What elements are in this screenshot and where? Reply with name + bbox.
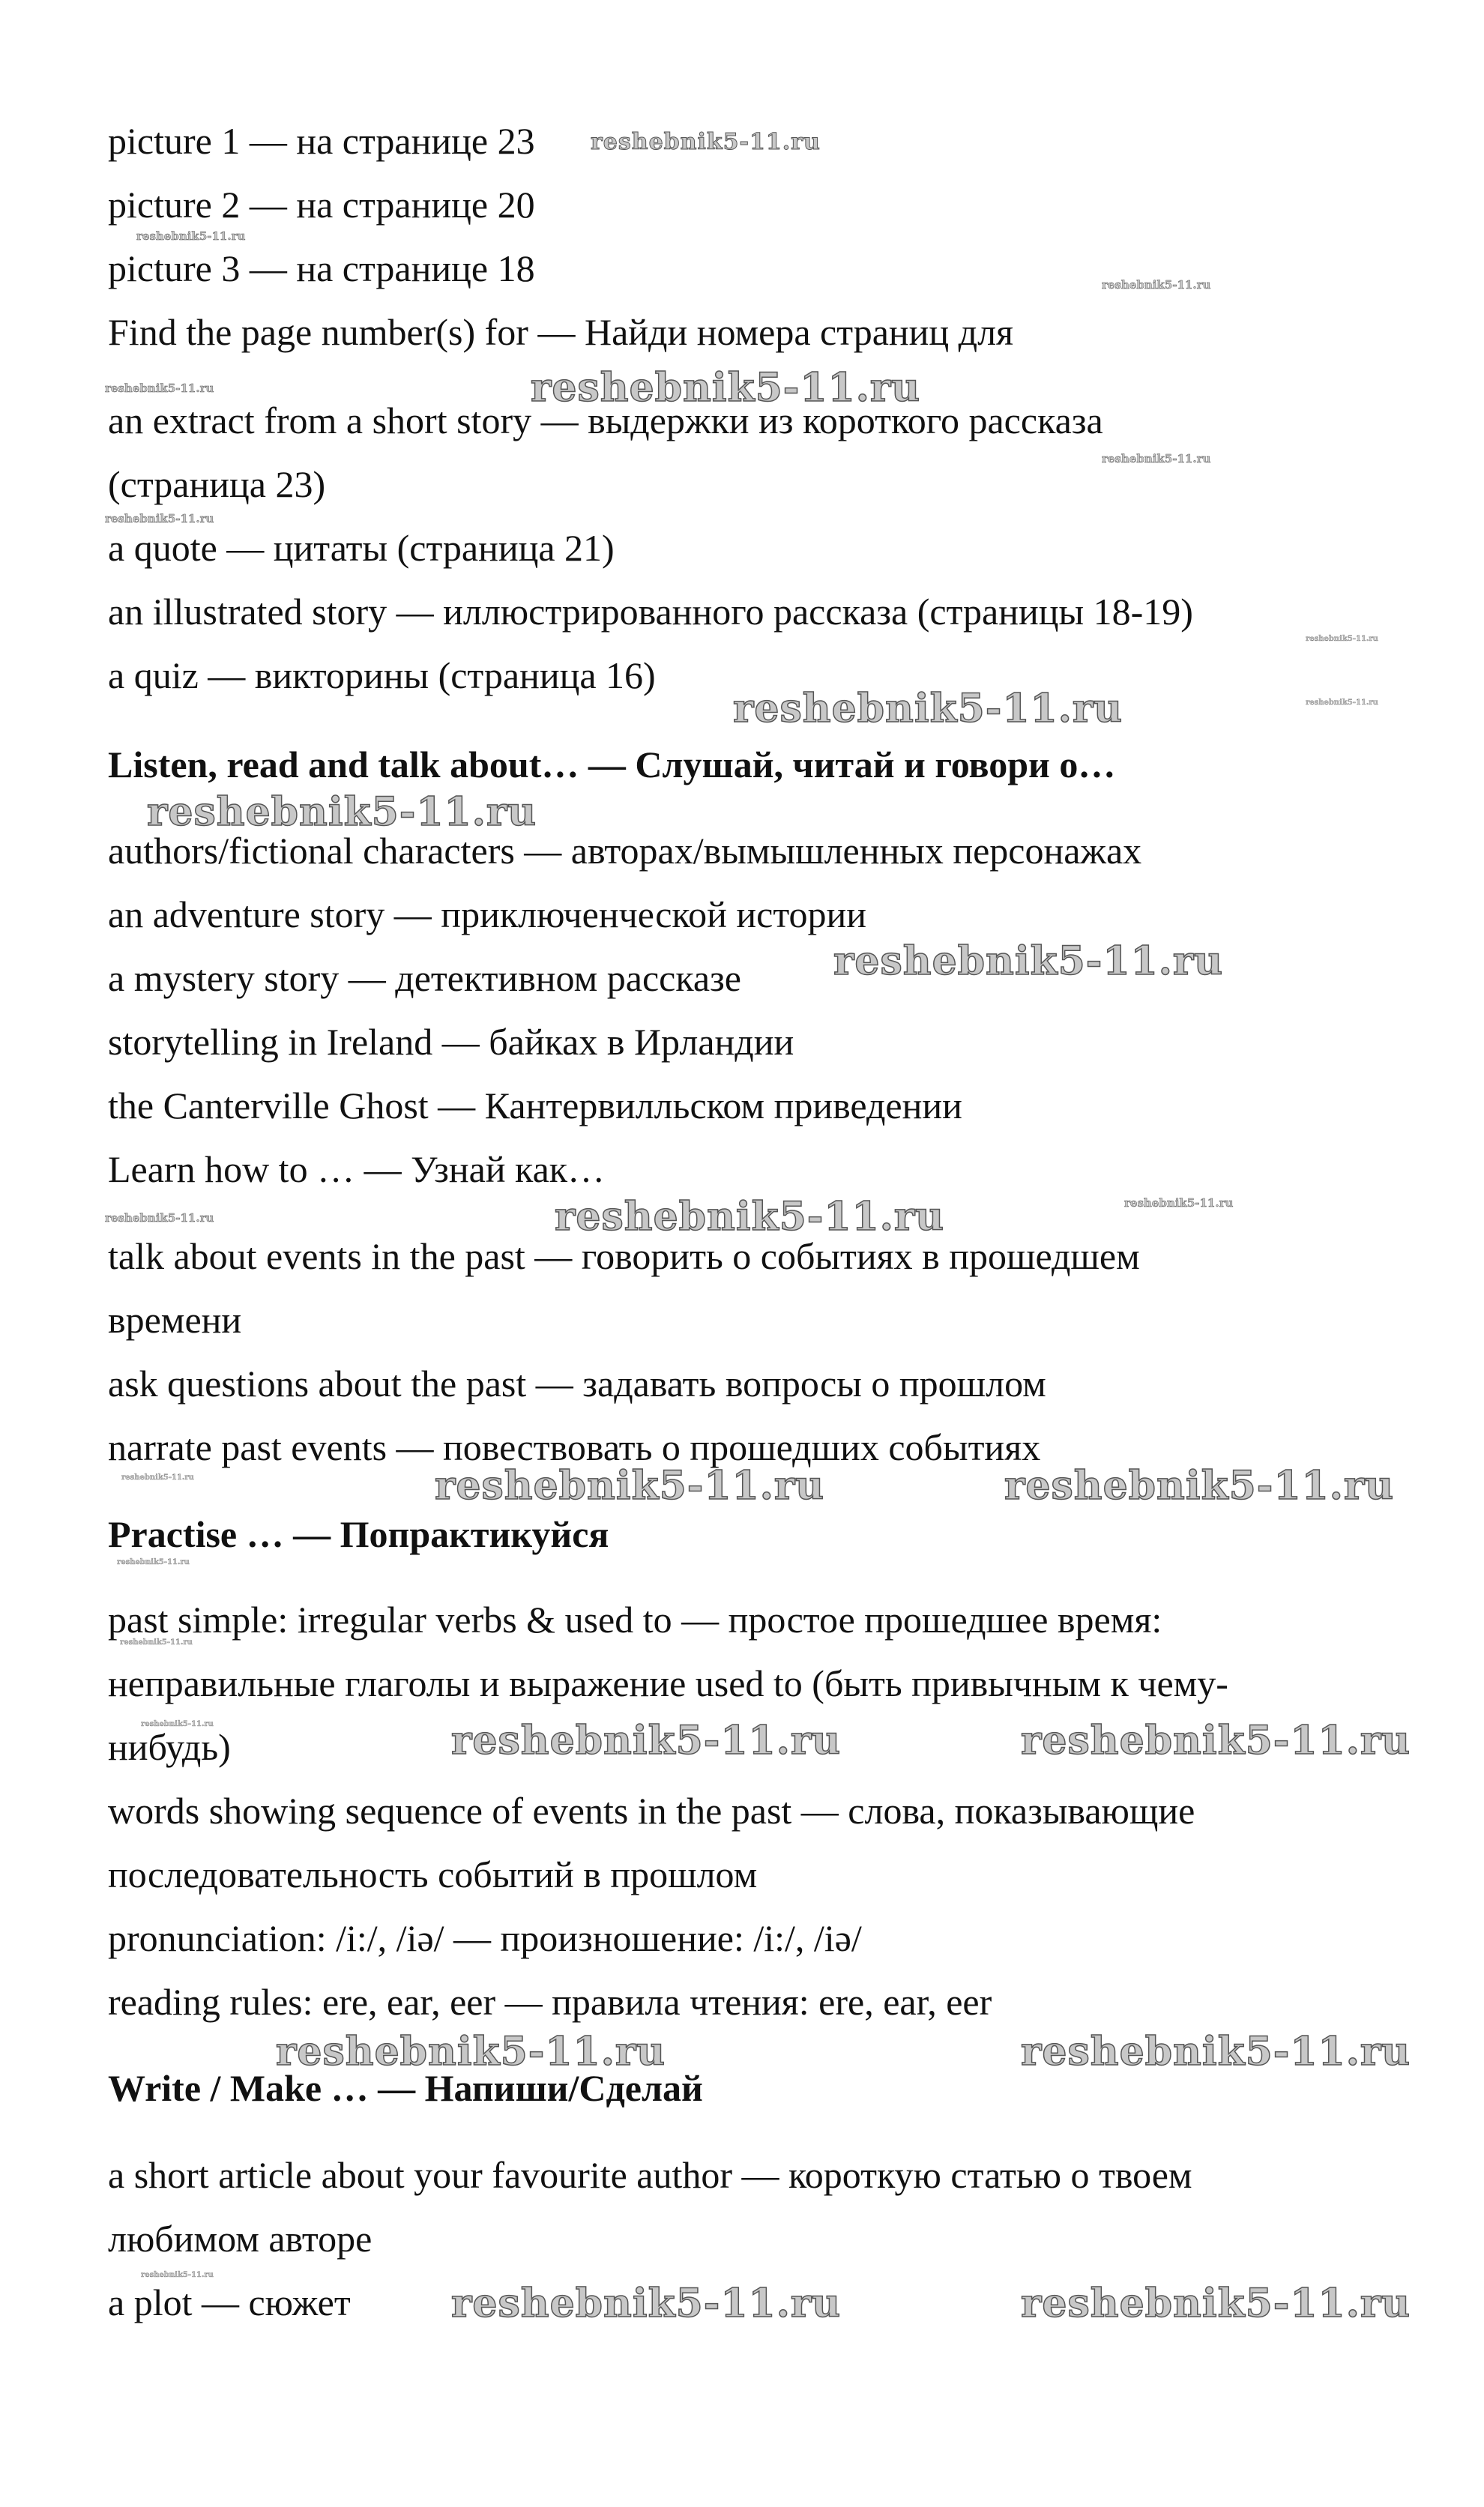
line-authors: authors/fictional characters — авторах/вымышленных персонажах xyxy=(108,830,1142,872)
watermark: reshebnik5-11.ru xyxy=(1102,278,1211,292)
line-find-page-numbers: Find the page number(s) for — Найди номера страниц для xyxy=(108,311,1014,353)
line-sequence-words-cont: последовательность событий в прошлом xyxy=(108,1853,758,1895)
line-plot: a plot — сюжет xyxy=(108,2281,351,2323)
watermark: reshebnik5-11.ru xyxy=(1021,2281,1411,2326)
watermark: reshebnik5-11.ru xyxy=(276,2029,666,2075)
watermark: reshebnik5-11.ru xyxy=(1306,699,1378,707)
line-storytelling: storytelling in Ireland — байках в Ирландии xyxy=(108,1021,794,1063)
watermark: reshebnik5-11.ru xyxy=(591,129,821,155)
line-adventure-story: an adventure story — приключенческой истории xyxy=(108,893,867,935)
line-extract: an extract from a short story — выдержки из короткого рассказа xyxy=(108,399,1103,441)
watermark: reshebnik5-11.ru xyxy=(105,381,214,395)
line-irregular-verbs: неправильные глаголы и выражение used to (быть привычным к чему- xyxy=(108,1662,1228,1704)
watermark: reshebnik5-11.ru xyxy=(435,1463,825,1509)
line-talk-about-events-cont: времени xyxy=(108,1299,242,1341)
line-canterville-ghost: the Canterville Ghost — Кантервилльском приведении xyxy=(108,1084,962,1126)
line-reading-rules: reading rules: ere, ear, eer — правила чтения: ere, ear, eer xyxy=(108,1981,992,2023)
line-ask-questions: ask questions about the past — задавать вопросы о прошлом xyxy=(108,1363,1046,1405)
watermark: reshebnik5-11.ru xyxy=(121,1473,194,1482)
watermark: reshebnik5-11.ru xyxy=(136,229,246,243)
heading-write-make: Write / Make … — Напиши/Сделай xyxy=(108,2067,703,2109)
watermark: reshebnik5-11.ru xyxy=(1021,1718,1411,1764)
watermark: reshebnik5-11.ru xyxy=(1306,635,1378,643)
line-extract-page: (страница 23) xyxy=(108,463,326,505)
watermark: reshebnik5-11.ru xyxy=(147,789,537,835)
line-picture-1: picture 1 — на странице 23 xyxy=(108,120,535,162)
watermark: reshebnik5-11.ru xyxy=(120,1638,193,1647)
watermark: reshebnik5-11.ru xyxy=(1021,2029,1411,2075)
line-illustrated-story: an illustrated story — иллюстрированного рассказа (страницы 18-19) xyxy=(108,591,1193,633)
watermark: reshebnik5-11.ru xyxy=(555,1194,945,1240)
watermark: reshebnik5-11.ru xyxy=(105,1211,214,1225)
watermark: reshebnik5-11.ru xyxy=(733,686,1123,731)
line-learn-how-to: Learn how to … — Узнай как… xyxy=(108,1148,606,1190)
watermark: reshebnik5-11.ru xyxy=(451,2281,842,2326)
line-short-article-cont: любимом авторе xyxy=(108,2218,372,2260)
line-irregular-verbs-cont: нибудь) xyxy=(108,1726,231,1768)
line-pronunciation: pronunciation: /i:/, /iə/ — произношение: /i:/, /iə/ xyxy=(108,1917,862,1959)
watermark: reshebnik5-11.ru xyxy=(117,1558,190,1566)
watermark: reshebnik5-11.ru xyxy=(105,512,214,525)
line-talk-about-events: talk about events in the past — говорить о событиях в прошедшем xyxy=(108,1235,1140,1277)
watermark: reshebnik5-11.ru xyxy=(833,938,1224,984)
line-quiz: a quiz — викторины (страница 16) xyxy=(108,654,656,696)
watermark: reshebnik5-11.ru xyxy=(1004,1463,1395,1509)
line-picture-2: picture 2 — на странице 20 xyxy=(108,184,535,226)
watermark: reshebnik5-11.ru xyxy=(1102,452,1211,465)
line-past-simple: past simple: irregular verbs & used to — простое прошедшее время: xyxy=(108,1599,1162,1641)
heading-practise: Practise … — Попрактикуйся xyxy=(108,1513,609,1555)
line-narrate-past: narrate past events — повествовать о прошедших событиях xyxy=(108,1426,1041,1468)
line-short-article: a short article about your favourite author — короткую статью о твоем xyxy=(108,2154,1192,2196)
line-quote: a quote — цитаты (страница 21) xyxy=(108,527,615,569)
watermark: reshebnik5-11.ru xyxy=(1124,1196,1234,1210)
watermark: reshebnik5-11.ru xyxy=(531,365,921,411)
line-mystery-story: a mystery story — детективном рассказе xyxy=(108,957,741,999)
heading-listen-read-talk: Listen, read and talk about… — Слушай, читай и говори о… xyxy=(108,743,1116,785)
watermark: reshebnik5-11.ru xyxy=(141,2271,214,2279)
line-picture-3: picture 3 — на странице 18 xyxy=(108,247,535,289)
line-sequence-words: words showing sequence of events in the past — слова, показывающие xyxy=(108,1790,1195,1832)
watermark: reshebnik5-11.ru xyxy=(141,1720,214,1728)
watermark: reshebnik5-11.ru xyxy=(451,1718,842,1764)
